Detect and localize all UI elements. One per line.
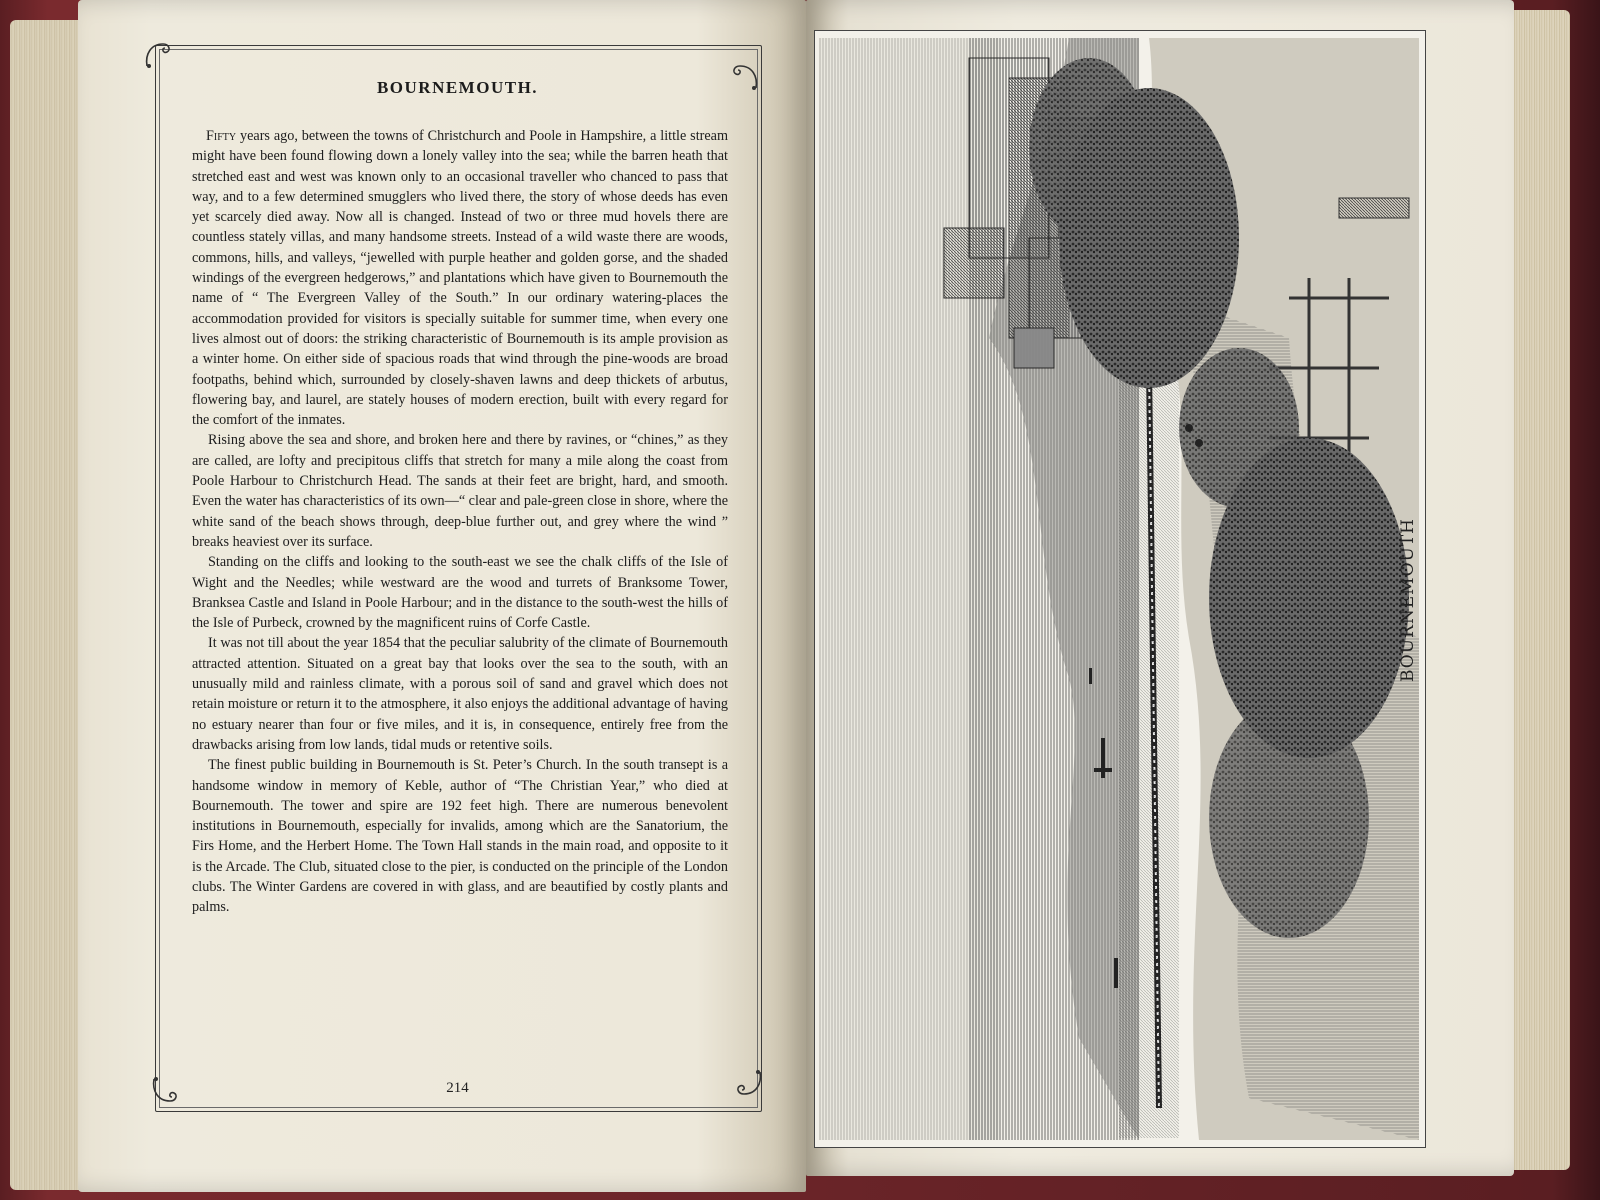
paragraph-text: years ago, between the towns of Christchurch and Poole in Hampshire, a little stream might have been found flowing down a lonely valley into the sea; while the barren heath that stretched east and west was known only to an occasional traveller who chanced to pass that way, and to a few determined smugglers who lived there, the story of whose deeds has even yet scarcely died away. Now all is changed. Instead of two or three mud hovels there are countless stately villas, and many handsome streets. Instead of a wild waste there are woods, commons, hills, and valleys, “jewelled with purple heather and golden gorse, and the shaded windings of the evergreen hedgerows,” and plantations which have given to Bournemouth the name of “ The Evergreen Valley of the South.” In our ordinary watering-places the accommodation provided for visitors is specially suitable for summer time, when every one lives almost out of doors: the striking characteristic of Bournemouth is its ample provision as a winter home. On either side of spacious roads that wind through the pine-woods are broad footpaths, behind which, surrounded by closely-shaven lawns and deep thickets of arbutus, flowering bay, and laurel, are stately houses of modern erection, built with every regard for the comfort of the inmates. [192,128,728,429]
paragraph-1 [192,126,728,430]
page-heading: BOURNEMOUTH. [376,78,539,97]
right-page-edges [1510,10,1570,1170]
corner-ornament-top-left [143,40,173,70]
left-page-edges [10,20,85,1190]
illustration-caption [1388,500,1428,700]
caption-text: BOURNEMOUTH [1398,518,1418,682]
bournemouth-engraving [819,38,1419,1140]
paragraph-2: Rising above the sea and shore, and broken here and there by ravines, or “chines,” as they are called, are lofty and precipitous cliffs that stretch for many a mile along the coast from Poole Harbour to Christchurch Head. The sands at their feet are bright, hard, and smooth. Even the water has characteristics of its own—“ clear and pale-green close in shore, where the white sand of the beach shows through, deep-blue further out, and grey where the wind ” breaks heaviest over its surface. [192,432,728,550]
paragraph-5: The finest public building in Bournemouth is St. Peter’s Church. In the south transept is a handsome window in memory of Keble, author of “The Christian Year,” who died at Bournemouth. The tower and spire are 192 feet high. There are numerous benevolent institutions in Bournemouth, especially for invalids, among which are the Sanatorium, the Firs Home, and the Herbert Home. The Town Hall stands in the main road, and opposite to it is the Arcade. The Club, situated close to the pier, is conducted on the principle of the London clubs. The Winter Gardens are covered in with glass, and are beautified by costly plants and palms. [192,757,728,916]
body-text [192,126,728,918]
page-number: 214 [446,1080,469,1096]
paragraph-4: It was not till about the year 1854 that the peculiar salubrity of the climate of Bournemouth attracted attention. Situated on a great bay that looks over the sea to the south, with an unusually mild and rainless climate, with a porous soil of sand and gravel which does not retain moisture or return it to the atmosphere, it also enjoys the additional advantage of having no estuary nearer than four or five miles, and it is, in consequence, entirely free from the drawbacks arising from low lands, tidal muds or retentive soils. [192,635,728,753]
paragraph-3: Standing on the cliffs and looking to the south-east we see the chalk cliffs of the Isle of Wight and the Needles; while westward are the wood and turrets of Branksome Tower, Branksea Castle and Island in Poole Harbour; and in the distance to the south-west the hills of the Isle of Purbeck, crowned by the magnificent ruins of Corfe Castle. [192,554,728,632]
paragraph-lead: Fifty [206,128,237,144]
